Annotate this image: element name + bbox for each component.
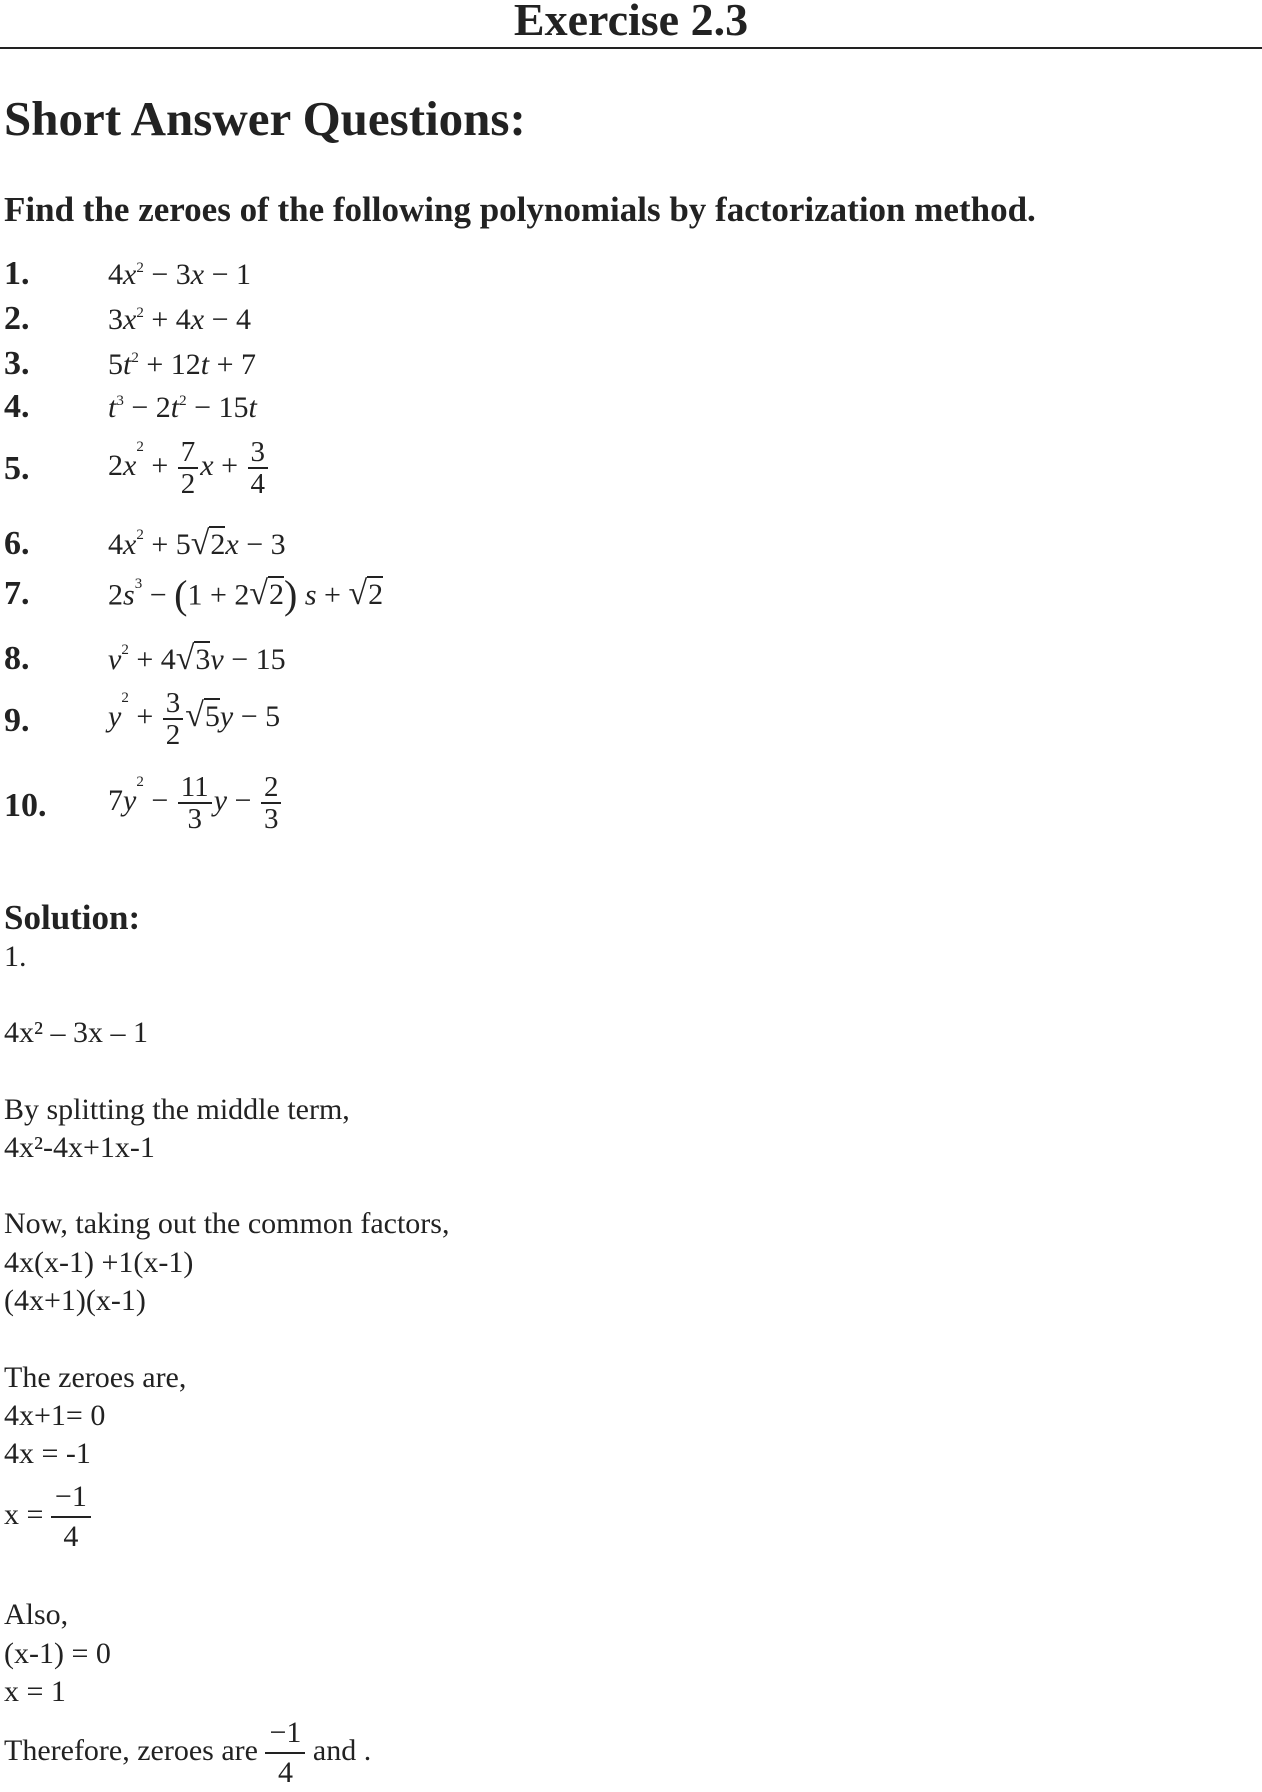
equation-line: 4x = -1 (4, 1437, 91, 1470)
solution-polynomial: 4x² – 3x – 1 (4, 1016, 148, 1049)
common-factor-step2: (4x+1)(x-1) (4, 1284, 146, 1317)
common-factor-intro: Now, taking out the common factors, (4, 1207, 450, 1240)
page-title: Exercise 2.3 (513, 0, 749, 45)
question-expression: $7y^2$ − $\frac{11}{3}$ y − $\frac{2}{3}$ (108, 772, 283, 834)
question-number: 1. (4, 255, 30, 292)
question-expression: $4x^2 + 5√2x - 3$ (108, 525, 286, 562)
section-title: Short Answer Questions: (4, 91, 526, 146)
question-expression: $3x^2 + 4x - 4$ (108, 303, 251, 336)
fraction (265, 1714, 305, 1792)
equation-line: 4x+1= 0 (4, 1399, 106, 1432)
question-expression: $t^3 - 2t^2 - 15t$ (108, 391, 257, 424)
fraction-numerator: −1 (51, 1478, 91, 1518)
zeroes-intro: The zeroes are, (4, 1361, 187, 1394)
split-intro: By splitting the middle term, (4, 1093, 350, 1126)
question-number: 3. (4, 345, 30, 382)
question-number: 4. (4, 388, 30, 425)
question-number: 9. (4, 702, 30, 739)
question-number: 6. (4, 525, 30, 562)
split-expression: 4x²-4x+1x-1 (4, 1131, 155, 1164)
question-number: 7. (4, 575, 30, 612)
fraction (51, 1478, 91, 1556)
also-label: Also, (4, 1598, 69, 1631)
fraction-denominator: 4 (277, 1756, 293, 1789)
instruction: Find the zeroes of the following polynomials by factorization method. (4, 190, 1036, 229)
equation-line: (x-1) = 0 (4, 1637, 111, 1670)
question-number: 2. (4, 300, 30, 337)
question-number: 8. (4, 640, 30, 677)
question-expression: $5t^2 + 12t + 7$ (108, 348, 257, 381)
therefore-suffix: and . (312, 1733, 372, 1767)
question-expression: $v^2 + 4√3v - 15$ (108, 640, 286, 677)
x-fraction-line (4, 1478, 91, 1556)
title-divider (0, 47, 1262, 49)
question-number: 10. (4, 787, 47, 824)
equation-line: x = 1 (4, 1675, 66, 1708)
common-factor-step1: 4x(x-1) +1(x-1) (4, 1246, 194, 1279)
question-number: 5. (4, 450, 30, 487)
solution-number: 1. (4, 940, 27, 973)
therefore-prefix: Therefore, zeroes are (4, 1733, 258, 1767)
question-expression: $4x^2 - 3x - 1$ (108, 258, 251, 291)
therefore-line (4, 1714, 371, 1792)
question-expression: $y^2$ + $\frac{3}{2}$ √5y − 5 (108, 687, 281, 751)
solution-heading: Solution: (4, 898, 141, 937)
fraction-numerator: −1 (265, 1714, 305, 1754)
x-label: x = (4, 1497, 44, 1531)
fraction-denominator: 4 (63, 1520, 79, 1553)
question-expression: $2s^3 - (1 + 2√2) s + √2$ (108, 572, 384, 617)
question-expression: $2x^2$ + $\frac{7}{2}$ x + $\frac{3}{4}$ (108, 437, 270, 499)
